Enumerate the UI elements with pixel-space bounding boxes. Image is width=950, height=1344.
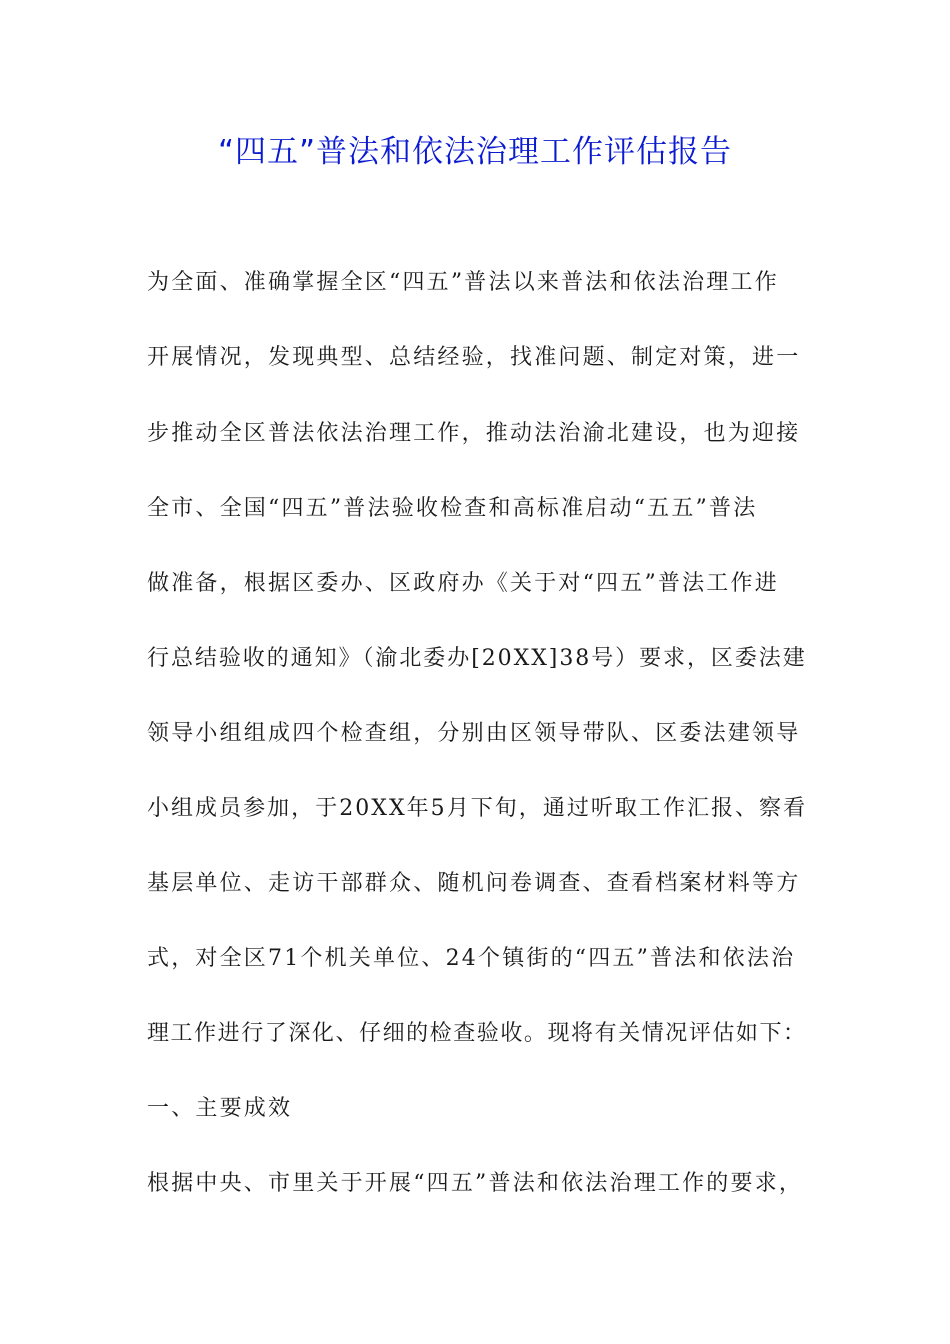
section-heading: 一、主要成效 <box>147 1096 293 1121</box>
body-line: 根据中央、市里关于开展“四五”普法和依法治理工作的要求， <box>147 1171 804 1196</box>
body-line: 小组成员参加，于20XX年5月下旬，通过听取工作汇报、察看 <box>147 796 808 821</box>
body-line: 全市、全国“四五”普法验收检查和高标准启动“五五”普法 <box>147 496 758 521</box>
body-line: 式，对全区71个机关单位、24个镇街的“四五”普法和依法治 <box>147 946 796 971</box>
body-line: 做准备，根据区委办、区政府办《关于对“四五”普法工作进 <box>147 571 779 596</box>
body-line: 开展情况，发现典型、总结经验，找准问题、制定对策，进一 <box>147 345 801 370</box>
document-title: “四五”普法和依法治理工作评估报告 <box>217 134 733 170</box>
body-line: 为全面、准确掌握全区“四五”普法以来普法和依法治理工作 <box>147 270 779 295</box>
body-line: 领导小组组成四个检查组，分别由区领导带队、区委法建领导 <box>147 721 801 746</box>
body-line: 行总结验收的通知》（渝北委办[20XX]38号）要求，区委法建 <box>147 646 807 671</box>
body-line: 理工作进行了深化、仔细的检查验收。现将有关情况评估如下： <box>147 1021 807 1046</box>
body-line: 步推动全区普法依法治理工作，推动法治渝北建设，也为迎接 <box>147 421 801 446</box>
body-line: 基层单位、走访干部群众、随机问卷调查、查看档案材料等方 <box>147 871 801 896</box>
